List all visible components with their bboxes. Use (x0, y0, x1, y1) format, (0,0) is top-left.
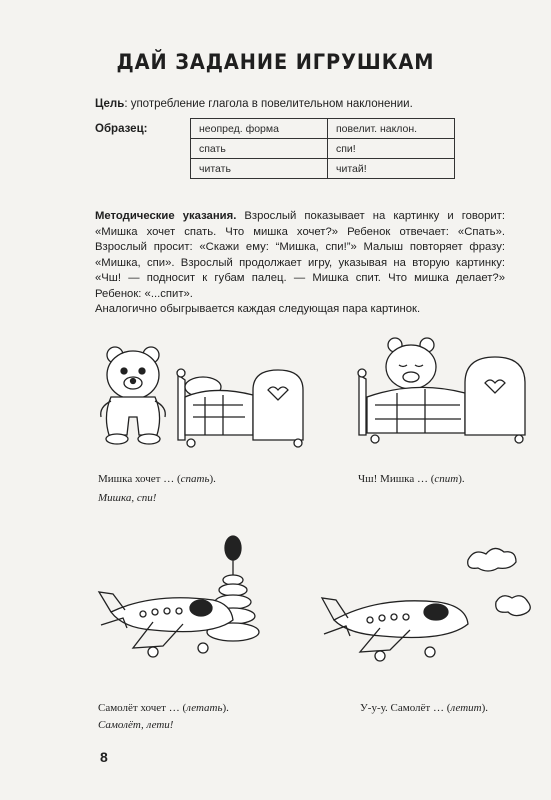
table-cell: неопред. форма (191, 119, 328, 139)
table-row (191, 159, 455, 179)
table-cell: спи! (328, 139, 455, 159)
method-instructions (95, 209, 505, 318)
caption-4 (360, 702, 488, 714)
caption-1 (98, 473, 216, 485)
answer-3: Самолёт, лети! (98, 719, 174, 731)
method-heading: Методические указания. (95, 210, 237, 222)
caption-verb: спит (434, 473, 459, 485)
caption-2 (358, 473, 465, 485)
caption-verb: летит (450, 702, 482, 714)
page-number: 8 (100, 749, 108, 765)
goal-label: Цель (95, 98, 125, 110)
caption-text: У-у-у. Самолёт … ( (360, 702, 451, 714)
caption-3 (98, 702, 229, 714)
caption-text: Мишка хочет … ( (98, 473, 181, 485)
bear-sleeping-illustration (355, 335, 540, 450)
airplane-flying-illustration (318, 540, 543, 670)
method-text: Взрослый показывает на картинку и говорит: «Мишка хочет спать. Что мишка хочет?» Ребенок отвечает: «Спать». Взрослый просит: «Скажи ему: “Мишка, спи!”» Малыш повторяет фразу: «Мишка, спи». Взрослый продолжает игру, указывая на вторую картинку: «Чш! — подносит к губам палец. — Мишка спит. Что мишка делает?» Ребенок: «...спит». (95, 210, 505, 300)
table-cell: читать (191, 159, 328, 179)
caption-end: ). (222, 702, 229, 714)
table-cell: спать (191, 139, 328, 159)
method-tail: Аналогично обыгрывается каждая следующая пара картинок. (95, 303, 421, 315)
caption-verb: летать (186, 702, 223, 714)
page-title: ДАЙ ЗАДАНИЕ ИГРУШКАМ (116, 50, 435, 74)
sample-label: Образец: (95, 123, 148, 135)
caption-end: ). (209, 473, 216, 485)
caption-text: Чш! Мишка … ( (358, 473, 435, 485)
goal-text: : употребление глагола в повелительном наклонении. (124, 98, 413, 110)
answer-1: Мишка, спи! (98, 492, 157, 504)
table-row (191, 139, 455, 159)
caption-end: ). (458, 473, 465, 485)
caption-end: ). (481, 702, 489, 714)
table-row (191, 119, 455, 139)
airplane-toy-illustration (93, 530, 293, 670)
table-cell: повелит. наклон. (328, 119, 455, 139)
sample-table (190, 118, 455, 179)
caption-verb: спать (180, 473, 210, 485)
caption-text: Самолёт хочет … ( (98, 702, 187, 714)
table-cell: читай! (328, 159, 455, 179)
bear-wants-sleep-illustration (93, 335, 318, 450)
goal-line (95, 98, 413, 110)
